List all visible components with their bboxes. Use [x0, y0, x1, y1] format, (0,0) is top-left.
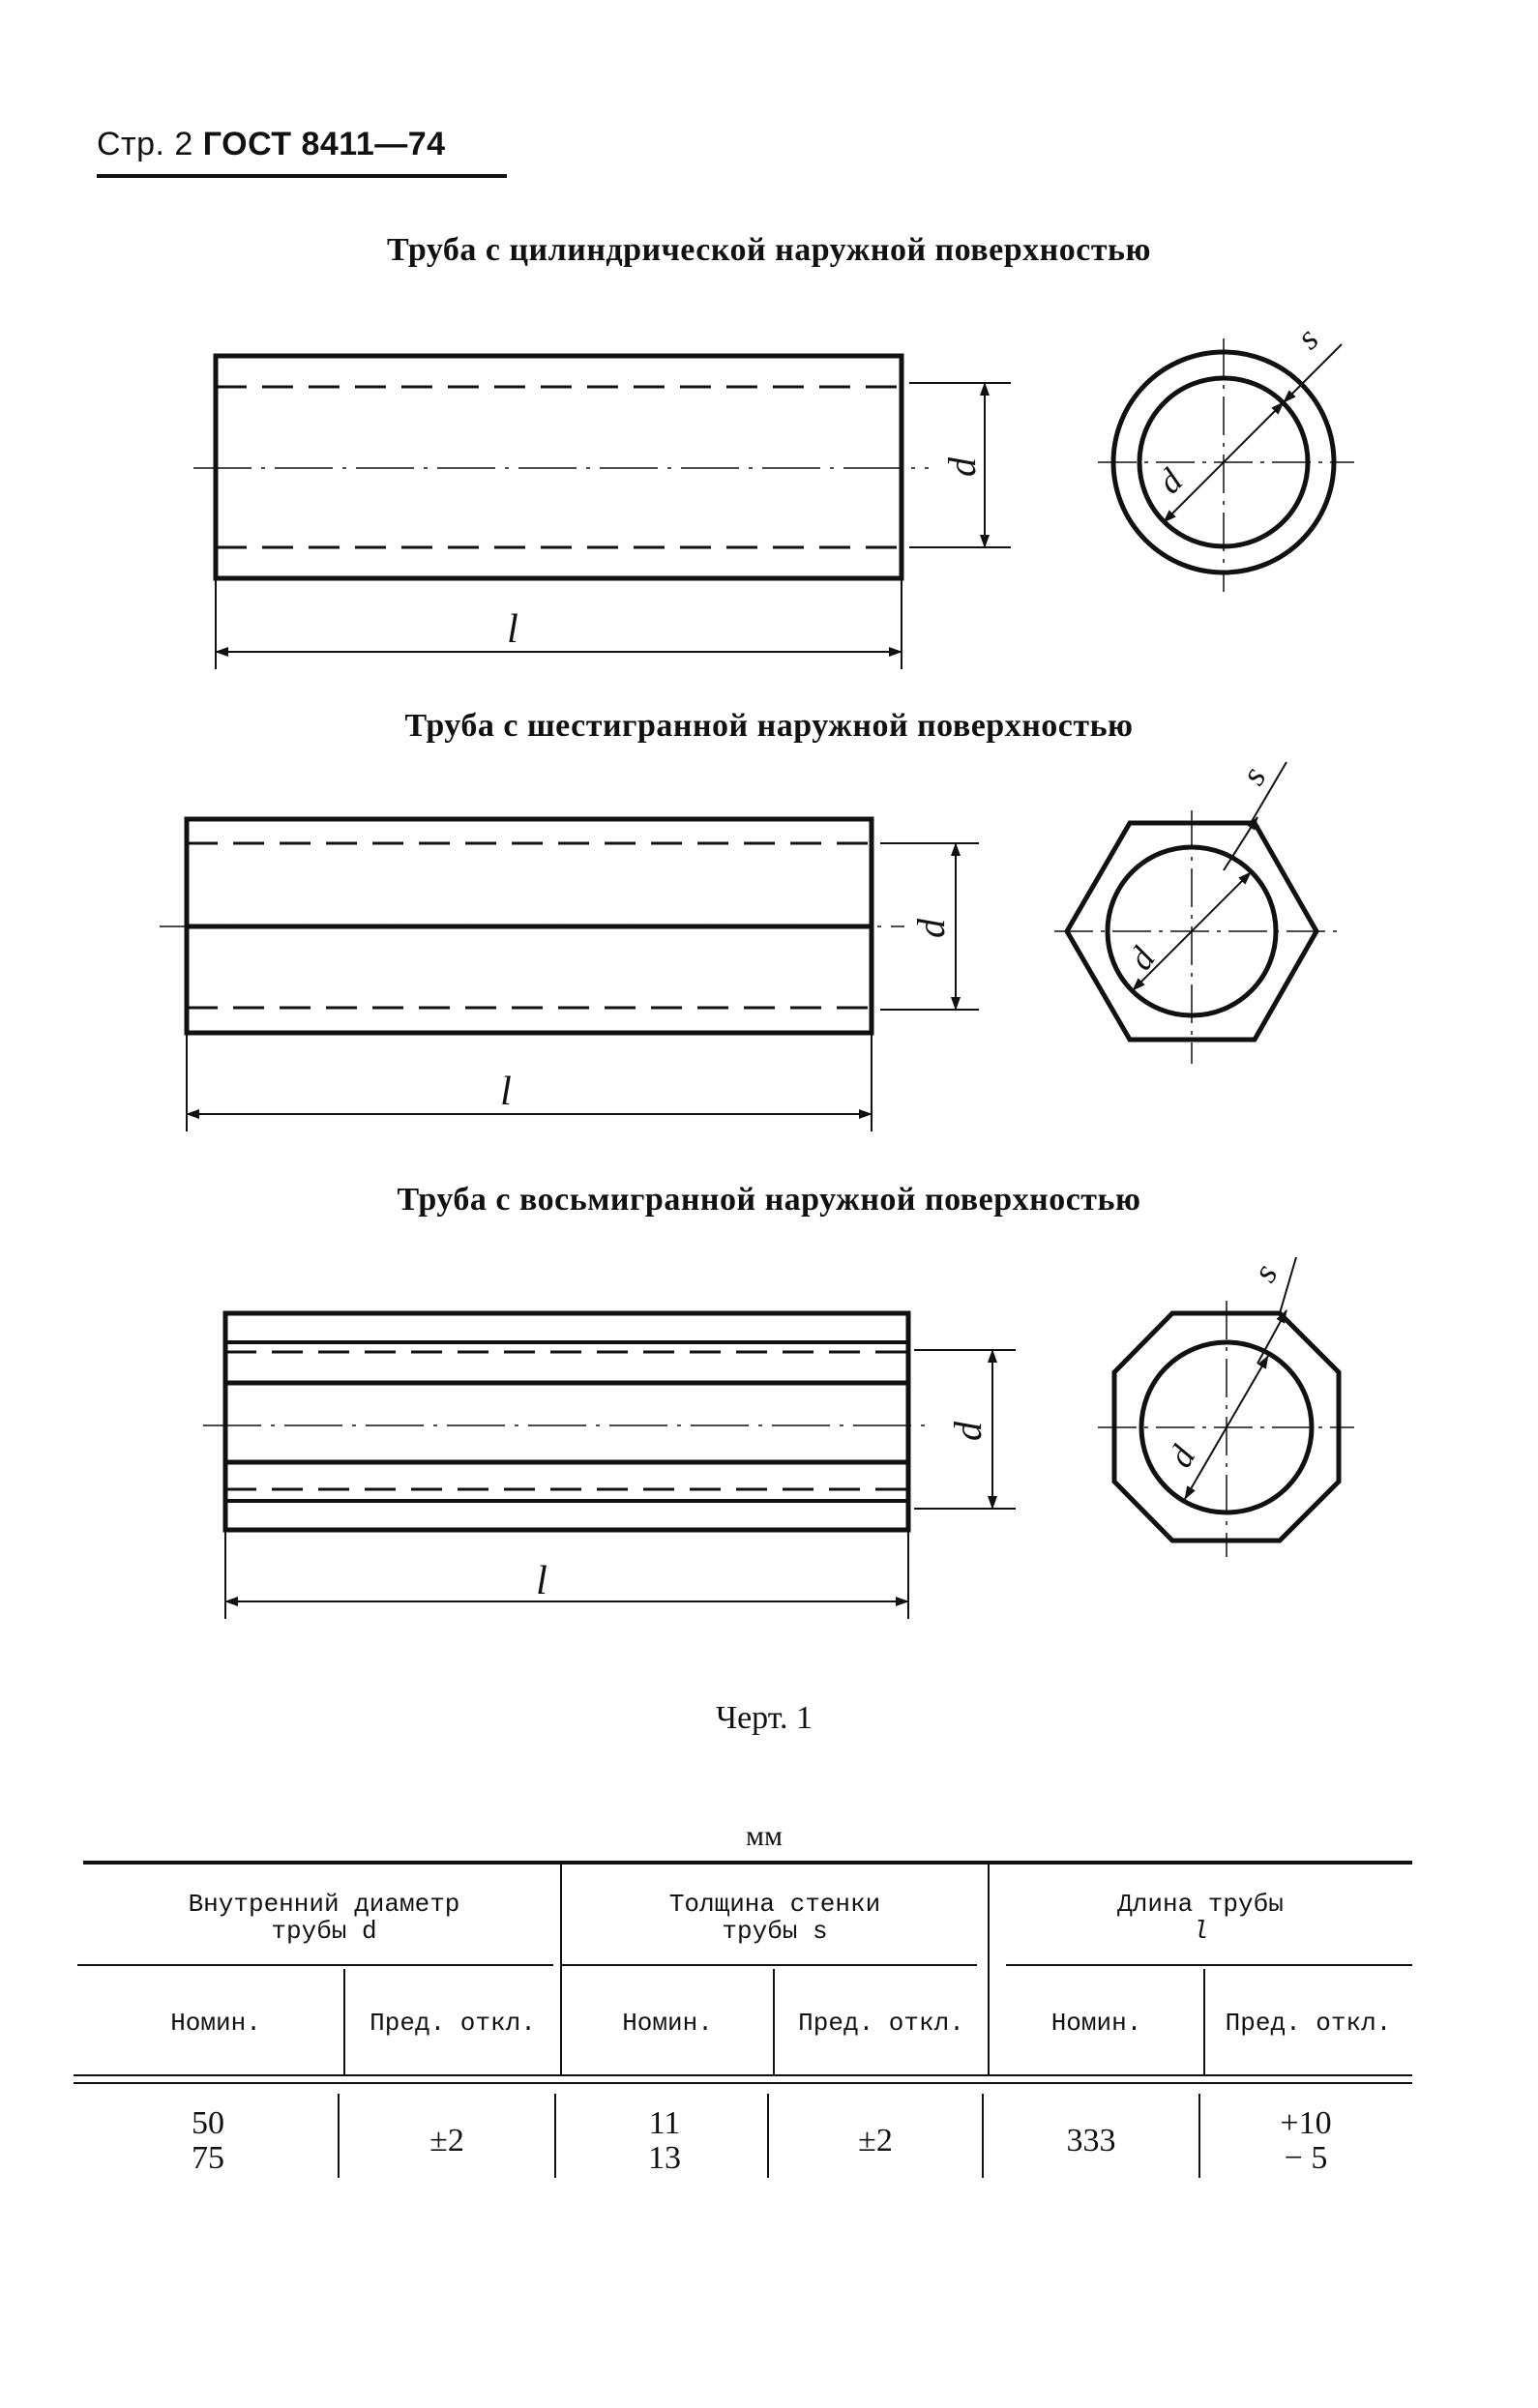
cylindrical-section-s-label: s [1288, 319, 1326, 357]
subheader-l-nominal: Номин. [1050, 2009, 1142, 2038]
octagonal-tube-side-view [203, 1313, 929, 1530]
cell-s-tolerance: ±2 [858, 2123, 893, 2158]
hexagonal-tube-side-view [160, 819, 904, 1033]
cylindrical-tube-section [1098, 338, 1354, 592]
cell-d-tolerance: ±2 [429, 2123, 464, 2158]
cell-s-nominal: 11 13 [648, 2105, 681, 2176]
page-number: Стр. 2 [97, 126, 193, 162]
cylindrical-tube-title: Труба с цилиндрической наружной поверхностью [386, 232, 1151, 268]
octagonal-d-label: d [946, 1422, 990, 1441]
hexagonal-tube-title: Труба с шестигранной наружной поверхностью [404, 708, 1134, 744]
hexagonal-length-dimension [187, 1035, 872, 1131]
subheader-d-nominal: Номин. [170, 2009, 261, 2038]
standard-number: ГОСТ 8411—74 [202, 126, 446, 162]
octagonal-tube-section [1098, 1257, 1354, 1557]
octagonal-tube-title: Труба с восьмигранной наружной поверхностью [397, 1182, 1141, 1218]
subheader-s-tolerance: Пред. откл. [798, 2009, 964, 2038]
cell-l-tolerance: +10 − 5 [1280, 2105, 1332, 2176]
figure-caption: Черт. 1 [715, 1700, 813, 1736]
subheader-l-tolerance: Пред. откл. [1225, 2009, 1392, 2038]
header-tube-length: Длина трубы l [1117, 1890, 1284, 1946]
header-wall-thickness: Толщина стенки трубы s [668, 1890, 881, 1946]
cylindrical-section-d-label: d [1150, 461, 1191, 502]
octagonal-length-dimension [225, 1532, 908, 1619]
cell-l-nominal: 333 [1066, 2123, 1116, 2158]
cylindrical-tube-side-view [193, 356, 929, 578]
table-unit: мм [746, 1820, 783, 1852]
cylindrical-d-label: d [940, 457, 984, 477]
subheader-d-tolerance: Пред. откл. [370, 2009, 536, 2038]
hexagonal-d-label: d [909, 919, 953, 938]
hexagonal-section-s-label: s [1232, 759, 1274, 792]
cylindrical-length-dimension [216, 580, 902, 669]
subheader-s-nominal: Номин. [622, 2009, 713, 2038]
cell-d-nominal: 50 75 [192, 2105, 224, 2176]
hexagonal-section-d-label: d [1120, 940, 1163, 977]
octagonal-section-s-label: s [1244, 1256, 1286, 1289]
hexagonal-tube-section [1054, 759, 1345, 1064]
header-inner-diameter: Внутренний диаметр трубы d [188, 1890, 460, 1946]
octagonal-l-label: l [536, 1559, 547, 1603]
hexagonal-l-label: l [500, 1070, 512, 1114]
octagonal-section-d-label: d [1160, 1439, 1203, 1474]
cylindrical-l-label: l [507, 607, 518, 652]
